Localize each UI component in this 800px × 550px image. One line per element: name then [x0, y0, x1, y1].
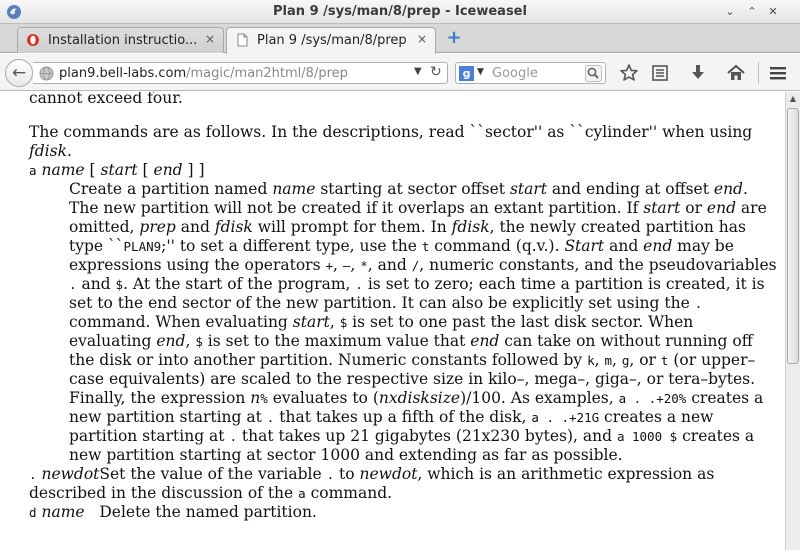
- tab-installation-instructions[interactable]: [17, 27, 224, 53]
- text-line: cannot exceed four.: [29, 92, 183, 107]
- close-window-button[interactable]: ✕: [768, 5, 778, 18]
- scroll-up-icon[interactable]: ▲: [789, 94, 797, 103]
- url-path: /magic/man2html/8/prep: [186, 66, 348, 81]
- command-d: d name Delete the named partition.: [29, 503, 317, 521]
- command-dot: . newdotSet the value of the variable . to newdot, which is an arithmetic expression as described in the discussion of the a command.: [29, 465, 715, 502]
- home-icon[interactable]: [726, 63, 746, 83]
- downloads-icon[interactable]: [688, 63, 708, 83]
- window-titlebar[interactable]: [0, 0, 800, 24]
- menu-icon[interactable]: [768, 63, 788, 83]
- search-input[interactable]: Google: [492, 66, 538, 81]
- command-a-synopsis: a name [ start [ end ] ]: [29, 161, 205, 179]
- command-a-description: Create a partition named name starting at sector offset start and ending at offset end. The new partition will not be created if it overlaps an extant partition. If start or end are omitted, prep and fdisk will prompt for them. In fdisk, the newly created partition has type ``PLAN9;'' to set a different type, use the t command (q.v.). Start and end may be expressions using the operators +, –, *, and /, numeric constants, and the pseudovariables . and $. At the start of the program, . is set to zero; each time a partition is created, it is set to the end sector of the new partition. It can also be explicitly set using the . command. When evaluating start, $ is set to one past the last disk sector. When evaluating end, $ is set to the maximum value that end can take on without running off the disk or into another partition. Numeric constants followed by k, m, g, or t (or upper–case equivalents) are scaled to the respective size in kilo–, mega–, giga–, or tera–bytes. Finally, the expression n% evaluates to (nxdisksize)/100. As examples, a . .+20% creates a new partition starting at . that takes up a fifth of the disk, a . .+21G creates a new partition starting at . that takes up 21 gigabytes (21x230 bytes), and a 1000 $ creates a new partition starting at sector 1000 and extending as far as possible.: [69, 180, 777, 464]
- toolbar-separator: [758, 62, 759, 84]
- window-title: Plan 9 /sys/man/8/prep - Iceweasel: [273, 4, 527, 19]
- url-text[interactable]: [59, 66, 348, 81]
- google-engine-icon[interactable]: g: [459, 66, 474, 81]
- new-tab-button[interactable]: +: [446, 27, 462, 48]
- tab-plan9-prep[interactable]: [226, 27, 436, 54]
- page-content[interactable]: [0, 92, 785, 550]
- search-icon[interactable]: [585, 65, 602, 82]
- back-button[interactable]: ←: [5, 59, 33, 87]
- reload-button[interactable]: ↻: [430, 64, 442, 80]
- url-bar[interactable]: [33, 62, 448, 84]
- tab-strip: [0, 24, 800, 53]
- scrollbar-thumb[interactable]: [787, 108, 799, 364]
- globe-icon: [39, 66, 54, 81]
- tab-label: Plan 9 /sys/man/8/prep: [257, 33, 407, 48]
- url-host: plan9.bell-labs.com: [59, 66, 187, 81]
- commands-intro: The commands are as follows. In the descriptions, read ``sector'' as ``cylinder'' when using fdisk.: [29, 123, 753, 160]
- page-favicon-icon: [235, 33, 249, 47]
- man-page-text: [29, 92, 779, 522]
- tab-close-icon[interactable]: ×: [416, 32, 427, 46]
- collapse-window-button[interactable]: ⌄: [725, 5, 735, 18]
- search-bar[interactable]: [455, 62, 606, 84]
- navigation-toolbar: [0, 54, 800, 91]
- vertical-scrollbar[interactable]: [785, 92, 800, 550]
- opera-favicon-icon: [26, 33, 40, 47]
- tab-label: Installation instructio...: [48, 33, 198, 48]
- tab-close-icon[interactable]: ×: [204, 32, 215, 46]
- url-history-dropdown-icon[interactable]: ▼: [414, 66, 422, 77]
- maximize-window-button[interactable]: ⌃: [747, 5, 757, 18]
- bookmarks-menu-icon[interactable]: [650, 63, 670, 83]
- search-engine-dropdown-icon[interactable]: ▼: [477, 67, 484, 77]
- bookmark-star-icon[interactable]: [619, 63, 639, 83]
